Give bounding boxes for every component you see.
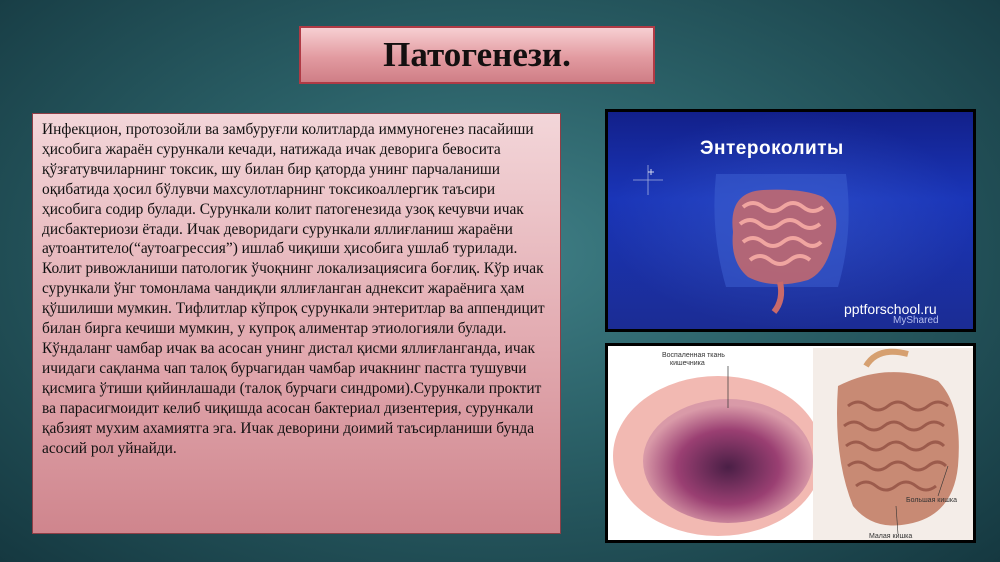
slide-title: Патогенези. [299,26,655,84]
paragraph: Кўндаланг чамбар ичак ва асосан унинг дистал қисми яллиғланганда, ичак ичидаги сақланма чап талоқ бурчагидан чамбар ичакнинг пастга тушувчи қисмига ўтиши қийинлашади (талоқ бурчаги синдроми).Сурункали проктит ва парасигмоидит келиб чиқишда асосан бактериал дизентерия, сурункали қабзият мухим ахамиятга эга. Ичак деворини доимий таъсирланиши бунда асосий рол уйнайди. [42,339,542,457]
intestine-diagram-image [605,343,976,543]
label-large-intestine: Большая кишка [906,497,958,504]
label-small-intestine: Малая кишка [869,533,913,540]
text-panel [32,113,561,534]
label-inflamed-tissue-line1: Воспаленная ткань [662,352,725,359]
paragraph: Колит ривожланиши патологик ўчоқнинг локализациясига боғлиқ. Кўр ичак сурункали ўнг томонлама чандиқли яллиғланган аднексит жараёнига ҳам қўшилиши мумкин. Тифлитлар кўпроқ сурункали энтеритлар ва аппендицит билан бирга кечиши мумкин, у купроқ алиментар этиологияли булади. [42,260,545,338]
intestine-diagram [608,346,973,540]
enterocolitis-image [605,109,976,332]
watermark-text: MyShared [893,315,939,326]
label-inflamed-tissue-line2: кишечника [670,360,705,367]
paragraph: Инфекцион, протозойли ва замбуруғли колитларда иммуногенез пасайиши ҳисобига жараён сурункали кечади, натижада ичак деворига бевосита қўзғатувчиларнинг токсик, шу билан бир қаторда унинг парчаланиши оқибатида ҳосил бўлувчи махсулотларнинг токсикоаллергик таъсири ҳисобига содир булади. Сурункали колит патогенезида узоқ кечувчи ичак дисбактериози ётади. Ичак деворидаги сурункали яллиғланиш жараёни аутоантитело(“аутоагрессия”) ишлаб чиқиши ҳисобига ушлаб турилади. [42,121,534,258]
source-text: pptforschool.ru [844,301,937,317]
image-heading: Энтероколиты [700,138,844,159]
